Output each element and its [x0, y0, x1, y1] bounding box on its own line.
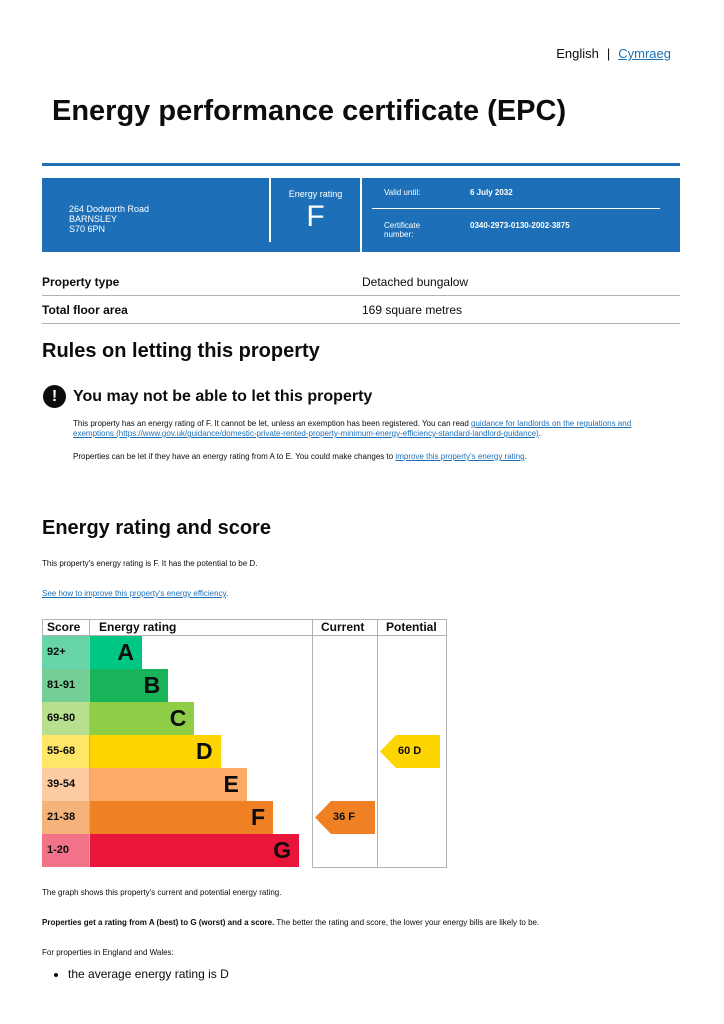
language-welsh-link[interactable]: Cymraeg: [618, 46, 671, 61]
certificate-label-line: Certificate: [384, 221, 421, 230]
chart-gridline: [377, 619, 378, 867]
list-item: • the average energy rating is D: [68, 967, 229, 981]
score-band: 1-20: [42, 834, 89, 867]
score-header: Score: [47, 620, 81, 634]
panel-divider: [372, 208, 660, 209]
potential-rating-arrow-label: 60 D: [398, 745, 422, 757]
address-line: S70 6PN: [69, 224, 106, 234]
landlord-guidance-link[interactable]: guidance for landlords on the regulations and exemptions (https://www.gov.uk/guidance/domestic-private-rented-property-minimum-energy-efficiency-standard-landlord-guidance): [73, 419, 632, 438]
current-header: Current: [321, 620, 365, 634]
address-line: BARNSLEY: [69, 214, 118, 224]
current-rating-arrow: [315, 801, 375, 834]
property-type-label: Property type: [42, 275, 120, 289]
rating-intro: This property's energy rating is F. It has the potential to be D.: [42, 559, 258, 568]
rating-bar-d: D: [90, 735, 221, 768]
energy-rating-chart: [42, 619, 447, 866]
letting-text: Properties can be let if they have an energy rating from A to E. You could make changes to: [73, 452, 396, 461]
score-band: 92+: [42, 636, 89, 669]
floor-area-label: Total floor area: [42, 303, 128, 317]
potential-rating-arrow: [380, 735, 440, 768]
letting-warning: You may not be able to let this property: [73, 388, 373, 405]
valid-until-value: 6 July 2032: [470, 188, 513, 197]
rating-bar-a: A: [90, 636, 142, 669]
chart-gridline: [312, 867, 447, 868]
letting-text-end: .: [524, 452, 527, 461]
chart-gridline: [312, 619, 313, 867]
floor-area-value: 169 square metres: [362, 303, 463, 317]
scale-bold: Properties get a rating from A (best) to G (worst) and a score.: [42, 918, 275, 927]
improve-rating-link[interactable]: improve this property's energy rating: [395, 452, 525, 461]
energy-rating-value: F: [306, 200, 325, 233]
rating-bar-e: E: [90, 768, 247, 801]
scale-rest: The better the rating and score, the lower your energy bills are likely to be.: [274, 918, 540, 927]
page-title: Energy performance certificate (EPC): [52, 95, 567, 127]
rating-bar-f: F: [90, 801, 273, 834]
improve-link-end: .: [226, 589, 229, 598]
property-type-value: Detached bungalow: [362, 275, 469, 289]
score-band: 81-91: [42, 669, 89, 702]
score-band: 55-68: [42, 735, 89, 768]
warning-icon: !: [43, 385, 66, 408]
potential-header: Potential: [386, 620, 437, 634]
chart-gridline: [42, 619, 447, 620]
score-band: 21-38: [42, 801, 89, 834]
graph-note: The graph shows this property's current and potential energy rating.: [42, 888, 282, 897]
improve-efficiency-link[interactable]: See how to improve this property's energy efficiency: [42, 589, 226, 598]
rating-bar-c: C: [90, 702, 194, 735]
energy-rating-heading: Energy rating and score: [42, 517, 271, 539]
rating-bar-g: G: [90, 834, 299, 867]
energy-rating-header: Energy rating: [99, 620, 177, 634]
current-rating-arrow-label: 36 F: [333, 811, 356, 823]
language-separator: |: [606, 46, 611, 61]
chart-gridline: [446, 619, 447, 867]
property-type-row: [42, 268, 680, 296]
score-band: 69-80: [42, 702, 89, 735]
letting-text-end: .: [538, 429, 541, 438]
letting-text: This property has an energy rating of F. It cannot be let, unless an exemption has been registered. You can read: [73, 419, 472, 428]
floor-area-row: [42, 296, 680, 324]
score-band: 39-54: [42, 768, 89, 801]
energy-rating-label: Energy rating: [288, 189, 343, 199]
address-line: 264 Dodworth Road: [69, 204, 150, 214]
letting-paragraph: [73, 452, 673, 462]
certificate-number-value: 0340-2973-0130-2002-3875: [470, 221, 570, 230]
summary-panel: [42, 178, 680, 252]
language-switcher: [556, 46, 671, 61]
letting-paragraph: [73, 419, 673, 439]
average-list: [52, 967, 229, 981]
certificate-number-label: [384, 221, 420, 239]
valid-until-label: Valid until:: [384, 188, 421, 197]
property-address: [69, 204, 149, 234]
scale-explanation: [42, 918, 682, 928]
language-english: English: [556, 46, 599, 61]
title-divider: [42, 163, 680, 166]
certificate-label-line: number:: [384, 230, 414, 239]
improve-paragraph: [42, 589, 682, 599]
rating-bar-b: B: [90, 669, 168, 702]
panel-divider: [360, 178, 362, 252]
england-wales-note: For properties in England and Wales:: [42, 948, 174, 957]
letting-heading: Rules on letting this property: [42, 340, 320, 362]
